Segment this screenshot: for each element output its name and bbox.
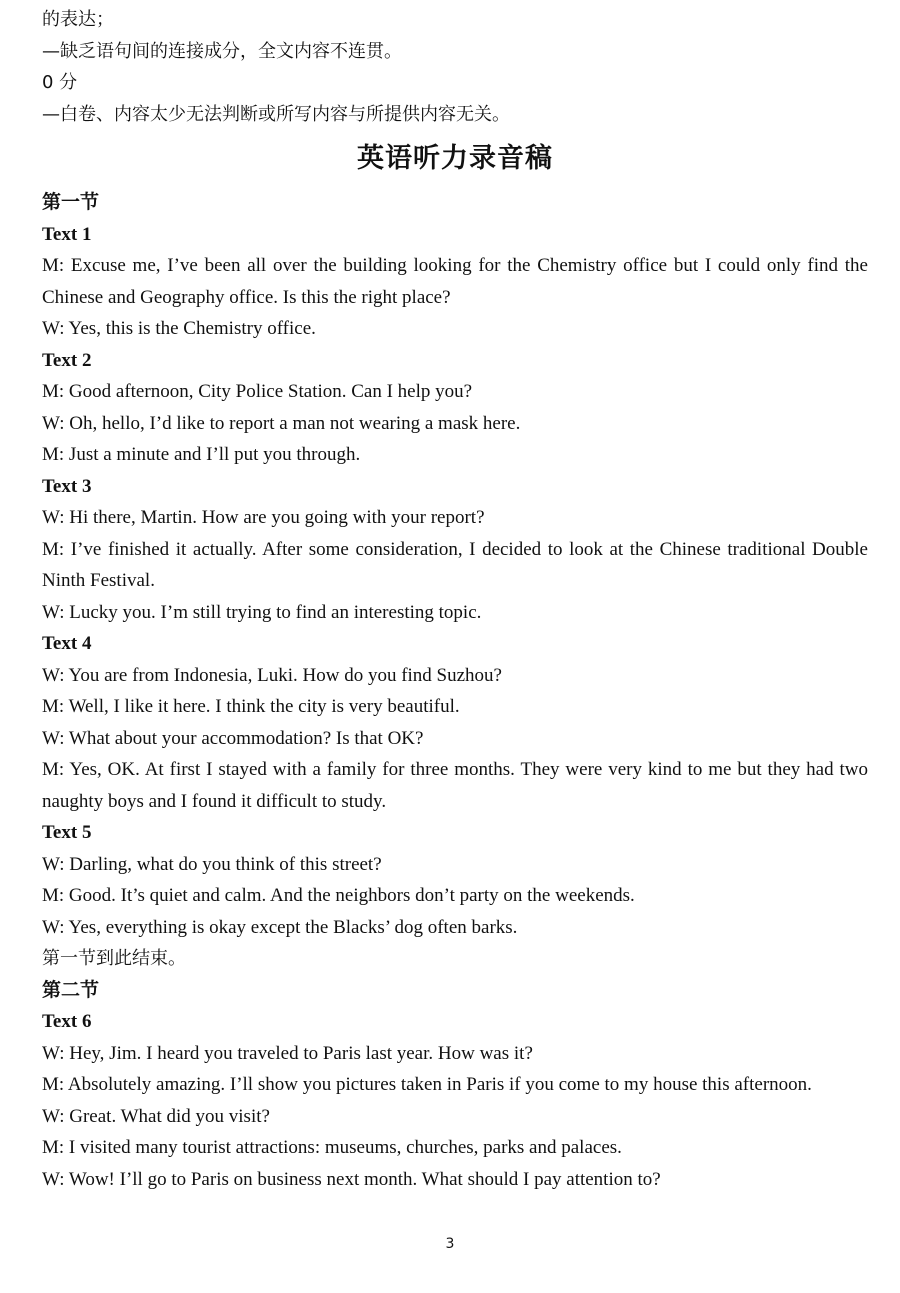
dialogue-line: W: Great. What did you visit?: [42, 1105, 270, 1127]
dialogue-line: W: You are from Indonesia, Luki. How do you find Suzhou?: [42, 664, 502, 686]
dialogue-line: W: What about your accommodation? Is that OK?: [42, 727, 424, 749]
dialogue-block: [42, 817, 868, 943]
dialogue-line: W: Yes, this is the Chemistry office.: [42, 318, 316, 339]
rubric-line: —白卷、内容太少无法判断或所写内容与所提供内容无关。: [42, 103, 510, 125]
dialogue-line: M: Excuse me, I’ve been all over the building looking for the Chemistry office but I could only find the Chinese and Geography office. Is this the right place?: [42, 255, 868, 308]
dialogue-label: Text 6: [42, 1011, 92, 1032]
dialogue-line: M: Yes, OK. At first I stayed with a family for three months. They were very kind to me but they had two naughty boys and I found it difficult to study.: [42, 759, 868, 812]
dialogue-block: [42, 628, 868, 817]
dialogue-block: [42, 471, 868, 629]
dialogue-block: [42, 219, 868, 345]
dialogue-line: W: Hey, Jim. I heard you traveled to Paris last year. How was it?: [42, 1042, 533, 1064]
transcript-section: [42, 975, 868, 1196]
dialogue-line: W: Oh, hello, I’d like to report a man not wearing a mask here.: [42, 412, 521, 434]
dialogue-label: Text 1: [42, 223, 92, 245]
dialogue-block: [42, 345, 868, 471]
page-title: 英语听力录音稿: [357, 143, 553, 174]
dialogue-line: M: Well, I like it here. I think the city is very beautiful.: [42, 696, 460, 717]
dialogue-line: M: Just a minute and I’ll put you through.: [42, 444, 361, 465]
dialogue-line: W: Darling, what do you think of this street?: [42, 853, 382, 875]
dialogue-line: M: Absolutely amazing. I’ll show you pictures taken in Paris if you come to my house this afternoon.: [42, 1074, 812, 1095]
dialogue-label: Text 2: [42, 349, 92, 371]
dialogue-line: W: Lucky you. I’m still trying to find an interesting topic.: [42, 601, 482, 623]
dialogue-line: M: Good. It’s quiet and calm. And the neighbors don’t party on the weekends.: [42, 885, 635, 906]
transcript-section: [42, 187, 868, 975]
dialogue-line: M: I visited many tourist attractions: museums, churches, parks and palaces.: [42, 1137, 622, 1158]
dialogue-line: M: I’ve finished it actually. After some consideration, I decided to look at the Chinese traditional Double Ninth Festival.: [42, 538, 868, 591]
rubric-line: 0 分: [42, 72, 78, 93]
scoring-rubric-tail: [42, 4, 868, 130]
rubric-line: —缺乏语句间的连接成分，全文内容不连贯。: [42, 40, 402, 62]
dialogue-line: W: Yes, everything is okay except the Blacks’ dog often barks.: [42, 916, 518, 938]
dialogue-line: M: Good afternoon, City Police Station. Can I help you?: [42, 381, 473, 402]
rubric-line: 的表达；: [42, 9, 114, 30]
dialogue-label: Text 4: [42, 633, 92, 654]
section-heading: 第一节: [42, 191, 100, 213]
dialogue-label: Text 3: [42, 475, 92, 497]
section-heading: 第二节: [42, 978, 100, 1001]
dialogue-block: [42, 1006, 868, 1195]
page-number: 3: [445, 1236, 455, 1252]
dialogue-label: Text 5: [42, 822, 92, 843]
transcript-sections: [42, 187, 868, 1195]
section-end-note: 第一节到此结束。: [42, 948, 186, 969]
dialogue-line: W: Wow! I’ll go to Paris on business next month. What should I pay attention to?: [42, 1168, 661, 1190]
document-body: [42, 4, 868, 1195]
dialogue-line: W: Hi there, Martin. How are you going with your report?: [42, 507, 485, 528]
